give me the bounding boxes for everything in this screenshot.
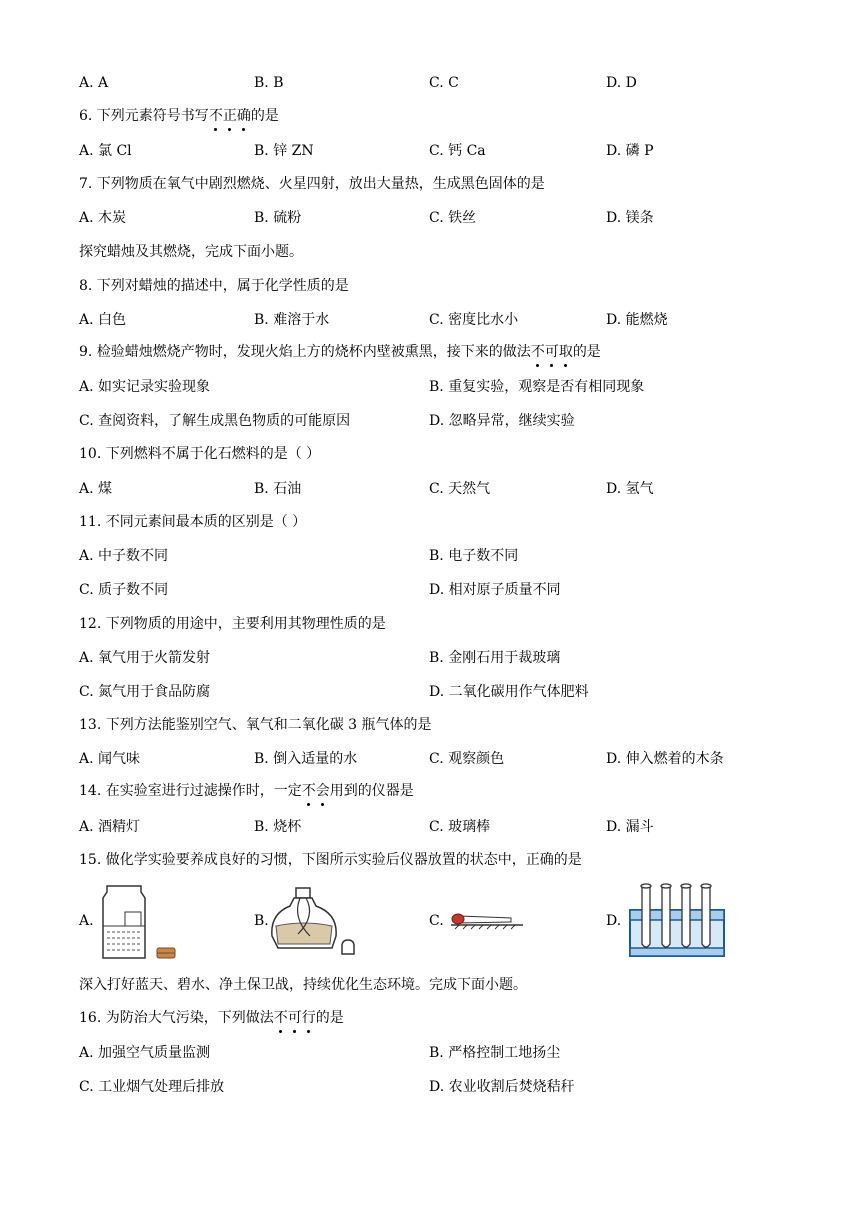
- q14-stem-end: 用到的仪器是: [329, 783, 414, 799]
- q16-emphasis-char: 行: [301, 1010, 316, 1026]
- q15-stem: 15. 做化学实验要养成良好的习惯，下图所示实验后仪器放置的状态中，正确的是: [79, 852, 582, 868]
- q6-emphasis-char: 不: [208, 108, 223, 124]
- reagent-bottle-icon: [99, 882, 179, 960]
- q9-emphasis-char: 取: [558, 344, 573, 360]
- q11-option-b: B. 电子数不同: [429, 548, 519, 564]
- q7-option-b: B. 硫粉: [254, 210, 302, 226]
- q6-emphasis-char: 确: [236, 108, 251, 124]
- q15-figure-options: [79, 880, 799, 960]
- q15-option-b: [254, 880, 429, 960]
- q7-option-a: A. 木炭: [79, 210, 127, 226]
- q12-options-row1: [79, 648, 799, 668]
- q9-options-row1: [79, 377, 799, 397]
- q9-stem: [79, 342, 601, 362]
- q10-option-d: D. 氢气: [606, 481, 654, 497]
- q14-option-c: C. 玻璃棒: [429, 819, 491, 835]
- q12-stem: 12. 下列物质的用途中，主要利用其物理性质的是: [79, 616, 386, 632]
- q5-option-a: A. A: [79, 75, 109, 91]
- alcohol-lamp-icon: [270, 884, 360, 960]
- section-intro-candle: 探究蜡烛及其燃烧，完成下面小题。: [79, 244, 303, 260]
- q14-stem-text: 14. 在实验室进行过滤操作时，一定: [79, 783, 302, 799]
- q15-option-b-label: B.: [254, 913, 269, 929]
- test-tube-on-table-icon: [449, 910, 529, 930]
- q12-options-row2: [79, 682, 799, 702]
- q16-option-d: D. 农业收割后焚烧秸秆: [429, 1079, 575, 1095]
- q9-option-d: D. 忽略异常，继续实验: [429, 413, 575, 429]
- q9-option-b: B. 重复实验，观察是否有相同现象: [429, 379, 645, 395]
- q12-option-a: A. 氧气用于火箭发射: [79, 650, 211, 666]
- q16-options-row2: [79, 1077, 799, 1097]
- q16-option-c: C. 工业烟气处理后排放: [79, 1079, 225, 1095]
- q9-stem-end: 的是: [572, 344, 601, 360]
- q14-emphasis-char: 不: [301, 783, 316, 799]
- q11-options-row2: [79, 580, 799, 600]
- q8-option-a: A. 白色: [79, 312, 127, 328]
- q6-stem: [79, 106, 279, 126]
- q16-option-a: A. 加强空气质量监测: [79, 1045, 211, 1061]
- q11-option-a: A. 中子数不同: [79, 548, 169, 564]
- q5-option-c: C. C: [429, 75, 459, 91]
- q13-option-a: A. 闻气味: [79, 751, 141, 767]
- q8-stem: 8. 下列对蜡烛的描述中，属于化学性质的是: [79, 278, 349, 294]
- q10-stem: 10. 下列燃料不属于化石燃料的是（ ）: [79, 446, 321, 462]
- q16-option-b: B. 严格控制工地扬尘: [429, 1045, 561, 1061]
- q5-options: [79, 73, 799, 93]
- q11-stem: 11. 不同元素间最本质的区别是（ ）: [79, 514, 307, 530]
- q16-emphasis-char: 不: [273, 1010, 288, 1026]
- q10-option-a: A. 煤: [79, 481, 113, 497]
- q14-option-a: A. 酒精灯: [79, 819, 141, 835]
- q6-stem-end: 的是: [250, 108, 279, 124]
- q11-options-row1: [79, 546, 799, 566]
- q8-option-b: B. 难溶于水: [254, 312, 330, 328]
- q14-emphasis-char: 会: [315, 783, 330, 799]
- q12-option-b: B. 金刚石用于裁玻璃: [429, 650, 561, 666]
- q16-stem-text: 16. 为防治大气污染，下列做法: [79, 1010, 274, 1026]
- q16-options-row1: [79, 1043, 799, 1063]
- q9-option-c: C. 查阅资料，了解生成黑色物质的可能原因: [79, 413, 351, 429]
- q15-option-a: [79, 880, 254, 960]
- q9-options-row2: [79, 411, 799, 431]
- q15-option-d-label: D.: [606, 913, 622, 929]
- q6-options: [79, 141, 799, 161]
- q7-stem: 7. 下列物质在氧气中剧烈燃烧、火星四射，放出大量热，生成黑色固体的是: [79, 176, 545, 192]
- q12-option-d: D. 二氧化碳用作气体肥料: [429, 684, 589, 700]
- q6-option-b: B. 锌 ZN: [254, 143, 314, 159]
- q6-emphasis-char: 正: [222, 108, 237, 124]
- q10-option-b: B. 石油: [254, 481, 302, 497]
- q15-option-a-label: A.: [79, 913, 94, 929]
- q6-option-a: A. 氯 Cl: [79, 143, 132, 159]
- q9-stem-text: 9. 检验蜡烛燃烧产物时，发现火焰上方的烧杯内壁被熏黑，接下来的做法: [79, 344, 531, 360]
- q6-option-c: C. 钙 Ca: [429, 143, 486, 159]
- q13-option-c: C. 观察颜色: [429, 751, 505, 767]
- q16-emphasis-char: 可: [287, 1010, 302, 1026]
- q13-stem: 13. 下列方法能鉴别空气、氧气和二氧化碳 3 瓶气体的是: [79, 717, 432, 733]
- q6-option-d: D. 磷 P: [606, 143, 654, 159]
- q16-stem: [79, 1008, 344, 1028]
- q7-option-c: C. 铁丝: [429, 210, 477, 226]
- q8-option-d: D. 能燃烧: [606, 312, 668, 328]
- section-intro-environment: 深入打好蓝天、碧水、净土保卫战，持续优化生态环境。完成下面小题。: [79, 977, 527, 993]
- test-tube-rack-icon: [628, 880, 728, 960]
- q10-options: [79, 479, 799, 499]
- q11-option-d: D. 相对原子质量不同: [429, 582, 561, 598]
- q14-options: [79, 817, 799, 837]
- q13-option-d: D. 伸入燃着的木条: [606, 751, 724, 767]
- q6-stem-text: 6. 下列元素符号书写: [79, 108, 209, 124]
- q15-option-c-label: C.: [429, 913, 444, 929]
- q7-options: [79, 208, 799, 228]
- q8-option-c: C. 密度比水小: [429, 312, 519, 328]
- q7-option-d: D. 镁条: [606, 210, 654, 226]
- q11-option-c: C. 质子数不同: [79, 582, 169, 598]
- q15-option-d: [606, 880, 799, 960]
- q14-option-d: D. 漏斗: [606, 819, 654, 835]
- q9-option-a: A. 如实记录实验现象: [79, 379, 211, 395]
- q15-option-c: [429, 880, 606, 960]
- q13-options: [79, 749, 799, 769]
- q9-emphasis-char: 不: [530, 344, 545, 360]
- q10-option-c: C. 天然气: [429, 481, 491, 497]
- q12-option-c: C. 氮气用于食品防腐: [79, 684, 211, 700]
- q5-option-b: B. B: [254, 75, 284, 91]
- q8-options: [79, 310, 799, 330]
- q16-stem-end: 的是: [315, 1010, 344, 1026]
- q13-option-b: B. 倒入适量的水: [254, 751, 358, 767]
- q14-stem: [79, 781, 414, 801]
- q14-option-b: B. 烧杯: [254, 819, 302, 835]
- q5-option-d: D. D: [606, 75, 637, 91]
- q9-emphasis-char: 可: [544, 344, 559, 360]
